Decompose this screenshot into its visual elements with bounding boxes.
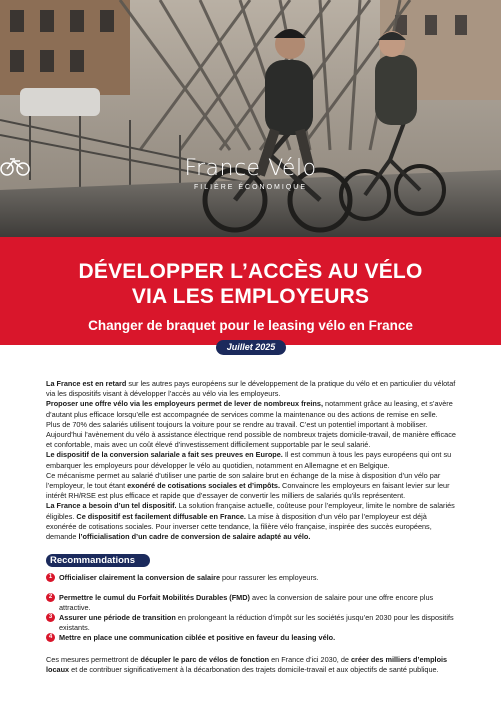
recommendation-item: 1 Officialiser clairement la conversion de salaire pour rassurer les employeurs. [46, 573, 456, 583]
paragraph: Plus de 70% des salariés utilisent toujours la voiture pour se rendre au travail. C’est un potentiel important à mobiliser. Aujourd’hui l’avènement du vélo à assistance électrique rend possible de nombreux trajets domicile-travail, de manière efficace et confortable, mais avec un coût élevé d’investissement difficilement supportable par le seul salarié. [46, 419, 456, 450]
page-title [0, 237, 501, 309]
recommendation-item: 2 Permettre le cumul du Forfait Mobilités Durables (FMD) avec la conversion de salaire pour une offre encore plus attractive. [46, 593, 456, 613]
page-subtitle: Changer de braquet pour le leasing vélo en France [88, 318, 413, 333]
date-badge: Juillet 2025 [216, 340, 286, 355]
recommendation-item: 3 Assurer une période de transition en prolongeant la réduction d’impôt sur les sociétés jusqu’en 2030 pour les dispositifs existants. [46, 613, 456, 633]
number-badge: 3 [46, 613, 55, 622]
title-line-2: VIA LES EMPLOYEURS [131, 285, 370, 308]
cyclists-photo-illustration [0, 0, 501, 237]
bicycle-icon [0, 156, 30, 176]
recommendation-item: 4 Mettre en place une communication ciblée et positive en faveur du leasing vélo. [46, 633, 456, 643]
number-badge: 2 [46, 593, 55, 602]
logo-tagline: FILIÈRE ÉCONOMIQUE [193, 184, 307, 191]
paragraph: Proposer une offre vélo via les employeurs permet de lever de nombreux freins, notamment grâce au leasing, et s’avère d’autant plus efficace lorsqu’elle est accompagnée de services comme la maintenance ou des actions de remise en selle. [46, 399, 453, 419]
paragraph: La France a besoin d’un tel dispositif. La solution française actuelle, coûteuse pour l’employeur, limite le nombre de salariés éligibles. Ce dispositif est facilement diffusable en France. La mise à disposition d’un vélo par l’employeur est déjà exonérée de cotisations sociales. Pour inverser cette tendance, la filière vélo française, inspirée des succès européens, demande l’officialisation d’un cadre de conversion de salaire adapté au vélo. [46, 501, 455, 542]
france-velo-logo [0, 156, 501, 191]
intro-text [46, 379, 456, 542]
logo-name: France Vélo [184, 156, 317, 181]
paragraph: Le dispositif de la conversion salariale a fait ses preuves en Europe. Il est commun à tous les pays européens qui ont su embarquer les employeurs pour développer le vélo au quotidien, notamment en Allemagne et en Belgique. [46, 450, 452, 470]
title-banner [0, 237, 501, 345]
recommendations-heading: Recommandations [46, 554, 150, 567]
paragraph: La France est en retard sur les autres pays européens sur le développement de la pratique du vélo et en particulier du vélotaf via les dispositifs visant à développer l’accès au vélo via les employeurs. [46, 379, 456, 399]
paragraph: Ce mécanisme permet au salarié d’utiliser une partie de son salaire brut en échange de la mise à disposition d’un vélo par l’employeur, le tout étant exonéré de cotisations sociales et d’impôts. Convaincre les employeurs en faisant levier sur leur intérêt RH/RSE est plus efficace et rapide que d’essayer de convertir les milliers de salariés qu’ils représentent. [46, 470, 450, 501]
number-badge: 4 [46, 633, 55, 642]
number-badge: 1 [46, 573, 55, 582]
title-line-1: DÉVELOPPER L’ACCÈS AU VÉLO [78, 260, 423, 283]
closing-text: Ces mesures permettront de décupler le parc de vélos de fonction en France d’ici 2030, de créer des milliers d’emplois locaux et de contribuer significativement à la décarbonation des trajets domicile-travail et aux objectifs de santé publique. [46, 655, 448, 675]
hero-photo [0, 0, 501, 237]
